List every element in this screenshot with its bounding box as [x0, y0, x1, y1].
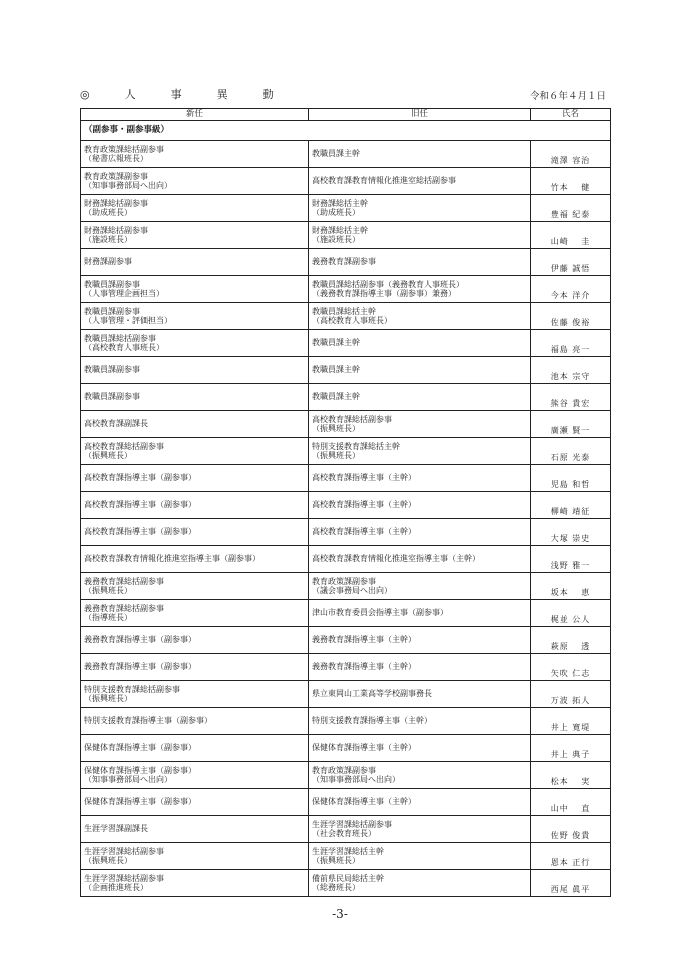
old-position-cell-line: 保健体育課指導主事（主幹） — [312, 797, 416, 807]
person-name-cell — [531, 465, 611, 492]
new-position-cell-line: （秘書広報班長） — [84, 154, 148, 163]
person-name-cell-line: 浅野 雅一 — [550, 560, 591, 570]
new-position-cell-line: 保健体育課指導主事（副参事） — [84, 765, 196, 775]
new-position-cell-line: 教職員課副参事 — [84, 279, 140, 289]
page-header — [0, 0, 680, 100]
person-name-cell — [531, 195, 611, 222]
person-name-cell — [531, 330, 611, 357]
title-char: 人 — [124, 88, 138, 101]
person-name-cell-line: 梶並 公人 — [550, 614, 591, 624]
table-row — [81, 654, 611, 681]
old-position-cell — [309, 492, 531, 519]
person-name-cell — [531, 843, 611, 870]
old-position-cell-line: 財務課総括主幹 — [312, 198, 368, 208]
old-position-cell — [309, 384, 531, 411]
old-position-cell-line: 教職員課主幹 — [312, 392, 360, 402]
new-position-cell-line: 義務教育課総括副参事 — [84, 603, 164, 613]
effective-date: 令和６年４月１日 — [530, 91, 607, 102]
new-position-cell — [81, 843, 309, 870]
old-position-cell — [309, 411, 531, 438]
person-name-cell-line: 伊藤 誠悟 — [550, 263, 591, 273]
new-position-cell — [81, 384, 309, 411]
person-name-cell — [531, 708, 611, 735]
table-row — [81, 249, 611, 276]
new-position-cell-line: 教職員課副参事 — [84, 306, 140, 316]
old-position-cell-line: 高校教育課指導主事（主幹） — [312, 500, 416, 510]
person-name-cell — [531, 870, 611, 897]
new-position-cell — [81, 681, 309, 708]
new-position-cell — [81, 708, 309, 735]
person-name-cell-line: 池本 宗守 — [550, 371, 591, 381]
person-name-cell-line: 坂本 恵 — [550, 587, 591, 597]
table-row — [81, 357, 611, 384]
new-position-cell-line: （企画推進班長） — [84, 883, 148, 892]
table-row — [81, 735, 611, 762]
old-position-cell — [309, 357, 531, 384]
new-position-cell-line: 教職員課副参事 — [84, 365, 140, 375]
old-position-cell — [309, 222, 531, 249]
new-position-cell-line: 高校教育課教育情報化推進室指導主事（副参事） — [84, 554, 260, 564]
new-position-cell-line: 保健体育課指導主事（副参事） — [84, 797, 196, 807]
old-position-cell — [309, 816, 531, 843]
person-name-cell-line: 竹本 健 — [550, 182, 591, 192]
table-row — [81, 708, 611, 735]
new-position-cell-line: （振興班長） — [84, 586, 132, 595]
person-name-cell — [531, 384, 611, 411]
table-row — [81, 870, 611, 897]
person-name-cell — [531, 573, 611, 600]
table-row — [81, 438, 611, 465]
person-name-cell — [531, 519, 611, 546]
person-name-cell — [531, 600, 611, 627]
title-marker-icon: ◎ — [80, 88, 92, 101]
old-position-cell-line: （助成班長） — [312, 208, 360, 217]
table-row — [81, 546, 611, 573]
new-position-cell — [81, 600, 309, 627]
person-name-cell — [531, 141, 611, 168]
old-position-cell-line: 高校教育課指導主事（主幹） — [312, 473, 416, 483]
new-position-cell-line: 財務課総括副参事 — [84, 225, 148, 235]
person-name-cell-line: 山崎 圭 — [550, 236, 591, 246]
old-position-cell — [309, 438, 531, 465]
table-row — [81, 411, 611, 438]
old-position-cell-line: 高校教育課総括副参事 — [312, 414, 392, 424]
old-position-cell-line: 教職員課総括副参事（義務教育人事班長） — [312, 279, 464, 289]
new-position-cell — [81, 438, 309, 465]
old-position-cell-line: 県立東岡山工業高等学校副事務長 — [312, 689, 432, 699]
old-position-cell-line: 特別支援教育課指導主事（主幹） — [312, 716, 432, 726]
old-position-cell — [309, 330, 531, 357]
old-position-cell-line: 教職員課総括主幹 — [312, 306, 376, 316]
new-position-cell — [81, 249, 309, 276]
new-position-cell-line: （人事管理・評価担当） — [84, 316, 172, 325]
old-position-cell — [309, 708, 531, 735]
person-name-cell — [531, 654, 611, 681]
section-row — [81, 121, 611, 141]
new-position-cell-line: 高校教育課指導主事（副参事） — [84, 527, 196, 537]
person-name-cell-line: 井上 寛堤 — [550, 722, 591, 732]
old-position-cell-line: 高校教育課教育情報化推進室総括副参事 — [312, 176, 456, 186]
new-position-cell — [81, 816, 309, 843]
old-position-cell-line: （高校教育人事班長） — [312, 316, 392, 325]
old-position-cell-line: 義務教育課副参事 — [312, 257, 376, 267]
new-position-cell-line: （高校教育人事班長） — [84, 343, 164, 352]
new-position-cell-line: 義務教育課指導主事（副参事） — [84, 662, 196, 672]
person-name-cell — [531, 411, 611, 438]
old-position-cell-line: （振興班長） — [312, 451, 360, 460]
new-position-cell — [81, 735, 309, 762]
person-name-cell-line: 柳崎 靖征 — [550, 506, 591, 516]
old-position-cell — [309, 573, 531, 600]
person-name-cell — [531, 249, 611, 276]
person-name-cell-line: 大塚 崇史 — [550, 533, 591, 543]
old-position-cell-line: 津山市教育委員会指導主事（副参事） — [312, 608, 448, 618]
person-name-cell — [531, 357, 611, 384]
new-position-cell-line: （知事事務部局へ出向） — [84, 775, 172, 784]
person-name-cell-line: 井上 典子 — [550, 749, 591, 759]
table-row — [81, 330, 611, 357]
person-name-cell-line: 松本 実 — [550, 776, 591, 786]
table-row — [81, 195, 611, 222]
table-row — [81, 492, 611, 519]
person-name-cell-line: 恩本 正行 — [550, 857, 591, 867]
old-position-cell-line: 財務課総括主幹 — [312, 225, 368, 235]
person-name-cell-line: 西尾 眞平 — [550, 884, 591, 894]
new-position-cell-line: 特別支援教育課指導主事（副参事） — [84, 716, 212, 726]
new-position-cell-line: 生涯学習課副課長 — [84, 824, 148, 834]
document-title — [80, 86, 276, 102]
person-name-cell — [531, 303, 611, 330]
new-position-cell — [81, 492, 309, 519]
person-name-cell-line: 矢吹 仁志 — [550, 668, 591, 678]
old-position-cell-line: 教職員課主幹 — [312, 149, 360, 159]
person-name-cell — [531, 222, 611, 249]
old-position-cell — [309, 546, 531, 573]
new-position-cell — [81, 357, 309, 384]
person-name-cell-line: 熊谷 貴宏 — [550, 398, 591, 408]
title-char: 動 — [262, 88, 276, 101]
old-position-cell — [309, 870, 531, 897]
table-row — [81, 573, 611, 600]
old-position-cell — [309, 789, 531, 816]
new-position-cell-line: 生涯学習課総括副参事 — [84, 846, 164, 856]
table-row — [81, 843, 611, 870]
table-row — [81, 276, 611, 303]
new-position-cell — [81, 519, 309, 546]
old-position-cell — [309, 627, 531, 654]
new-position-cell-line: 高校教育課総括副参事 — [84, 441, 164, 451]
person-name-cell-line: 山中 直 — [550, 803, 591, 813]
old-position-cell — [309, 168, 531, 195]
old-position-cell-line: 生涯学習課総括主幹 — [312, 846, 384, 856]
person-name-cell — [531, 681, 611, 708]
person-name-cell — [531, 627, 611, 654]
person-name-cell — [531, 168, 611, 195]
person-name-cell-line: 滝澤 容治 — [550, 155, 591, 165]
person-name-cell-line: 萩原 透 — [550, 641, 591, 651]
old-position-cell-line: （総務班長） — [312, 883, 360, 892]
old-position-cell-line: （施設班長） — [312, 235, 360, 244]
table-row — [81, 141, 611, 168]
person-name-cell — [531, 492, 611, 519]
new-position-cell — [81, 573, 309, 600]
person-name-cell-line: 佐野 俊貴 — [550, 830, 591, 840]
table-row — [81, 303, 611, 330]
person-name-cell-line: 児島 和哲 — [550, 479, 591, 489]
title-char: 事 — [170, 88, 184, 101]
old-position-cell-line: 高校教育課教育情報化推進室指導主事（主幹） — [312, 554, 480, 564]
table-row — [81, 816, 611, 843]
new-position-cell-line: 生涯学習課総括副参事 — [84, 873, 164, 883]
table-row — [81, 465, 611, 492]
old-position-cell-line: 義務教育課指導主事（主幹） — [312, 662, 416, 672]
old-position-cell — [309, 654, 531, 681]
new-position-cell — [81, 654, 309, 681]
old-position-cell — [309, 735, 531, 762]
table-row — [81, 600, 611, 627]
person-name-cell — [531, 816, 611, 843]
old-position-cell — [309, 141, 531, 168]
person-name-cell — [531, 789, 611, 816]
old-position-cell — [309, 519, 531, 546]
person-name-cell-line: 豊福 紀泰 — [550, 209, 591, 219]
old-position-cell — [309, 600, 531, 627]
old-position-cell-line: 生涯学習課総括副参事 — [312, 819, 392, 829]
new-position-cell — [81, 141, 309, 168]
section-label: （副参事・副参事級） — [81, 121, 611, 141]
new-position-cell — [81, 627, 309, 654]
old-position-cell-line: （振興班長） — [312, 856, 360, 865]
old-position-cell-line: （義務教育課指導主事（副参事）兼務） — [312, 289, 456, 298]
new-position-cell-line: 義務教育課総括副参事 — [84, 576, 164, 586]
new-position-cell-line: 教職員課総括副参事 — [84, 333, 156, 343]
table-row — [81, 168, 611, 195]
new-position-cell-line: （振興班長） — [84, 856, 132, 865]
person-name-cell — [531, 546, 611, 573]
new-position-cell-line: 教育政策課副参事 — [84, 171, 148, 181]
old-position-cell — [309, 762, 531, 789]
new-position-cell-line: （人事管理企画担当） — [84, 289, 164, 298]
new-position-cell-line: 特別支援教育課総括副参事 — [84, 684, 180, 694]
old-position-cell — [309, 843, 531, 870]
table-header-row — [81, 109, 611, 121]
person-name-cell-line: 石原 光泰 — [550, 452, 591, 462]
person-name-cell — [531, 276, 611, 303]
old-position-cell-line: 教育政策課副参事 — [312, 576, 376, 586]
new-position-cell — [81, 303, 309, 330]
column-header-new: 新任 — [81, 109, 309, 121]
old-position-cell-line: 高校教育課指導主事（主幹） — [312, 527, 416, 537]
old-position-cell-line: 教職員課主幹 — [312, 338, 360, 348]
person-name-cell-line: 今本 洋介 — [550, 290, 591, 300]
new-position-cell-line: （指導班長） — [84, 613, 132, 622]
new-position-cell-line: （施設班長） — [84, 235, 132, 244]
table-row — [81, 789, 611, 816]
new-position-cell-line: 高校教育課指導主事（副参事） — [84, 500, 196, 510]
personnel-table — [80, 108, 611, 897]
old-position-cell — [309, 681, 531, 708]
new-position-cell — [81, 762, 309, 789]
new-position-cell — [81, 465, 309, 492]
new-position-cell-line: 保健体育課指導主事（副参事） — [84, 743, 196, 753]
person-name-cell-line: 佐藤 俊裕 — [550, 317, 591, 327]
new-position-cell-line: 教育政策課総括副参事 — [84, 144, 164, 154]
old-position-cell-line: （社会教育班長） — [312, 829, 376, 838]
old-position-cell-line: 特別支援教育課総括主幹 — [312, 441, 400, 451]
table-row — [81, 519, 611, 546]
column-header-old: 旧任 — [309, 109, 531, 121]
old-position-cell — [309, 465, 531, 492]
new-position-cell-line: （知事事務部局へ出向） — [84, 181, 172, 190]
old-position-cell — [309, 249, 531, 276]
old-position-cell-line: 保健体育課指導主事（主幹） — [312, 743, 416, 753]
table-row — [81, 627, 611, 654]
old-position-cell — [309, 195, 531, 222]
person-name-cell-line: 福島 亮一 — [550, 344, 591, 354]
table-row — [81, 222, 611, 249]
new-position-cell — [81, 546, 309, 573]
old-position-cell-line: （知事事務部局へ出向） — [312, 775, 400, 784]
new-position-cell-line: 義務教育課指導主事（副参事） — [84, 635, 196, 645]
new-position-cell-line: 財務課副参事 — [84, 257, 132, 267]
new-position-cell-line: 高校教育課指導主事（副参事） — [84, 473, 196, 483]
new-position-cell-line: （助成班長） — [84, 208, 132, 217]
column-header-name: 氏名 — [531, 109, 611, 121]
table-row — [81, 384, 611, 411]
new-position-cell-line: （振興班長） — [84, 451, 132, 460]
new-position-cell — [81, 276, 309, 303]
new-position-cell-line: 高校教育課副課長 — [84, 419, 148, 429]
old-position-cell-line: 教育政策課副参事 — [312, 765, 376, 775]
old-position-cell-line: 義務教育課指導主事（主幹） — [312, 635, 416, 645]
page-number: -3- — [332, 907, 348, 921]
new-position-cell — [81, 195, 309, 222]
person-name-cell — [531, 438, 611, 465]
new-position-cell — [81, 789, 309, 816]
new-position-cell — [81, 222, 309, 249]
new-position-cell-line: 教職員課副参事 — [84, 392, 140, 402]
old-position-cell-line: 備前県民局総括主幹 — [312, 873, 384, 883]
new-position-cell — [81, 411, 309, 438]
new-position-cell-line: （振興班長） — [84, 694, 132, 703]
new-position-cell-line: 財務課総括副参事 — [84, 198, 148, 208]
person-name-cell — [531, 735, 611, 762]
person-name-cell — [531, 762, 611, 789]
old-position-cell — [309, 276, 531, 303]
new-position-cell — [81, 330, 309, 357]
table-row — [81, 681, 611, 708]
person-name-cell-line: 万波 拓人 — [550, 695, 591, 705]
new-position-cell — [81, 870, 309, 897]
old-position-cell — [309, 303, 531, 330]
old-position-cell-line: 教職員課主幹 — [312, 365, 360, 375]
table-row — [81, 762, 611, 789]
old-position-cell-line: （振興班長） — [312, 424, 360, 433]
old-position-cell-line: （議会事務局へ出向） — [312, 586, 392, 595]
person-name-cell-line: 廣瀬 賢一 — [550, 425, 591, 435]
new-position-cell — [81, 168, 309, 195]
title-char: 異 — [216, 88, 230, 101]
